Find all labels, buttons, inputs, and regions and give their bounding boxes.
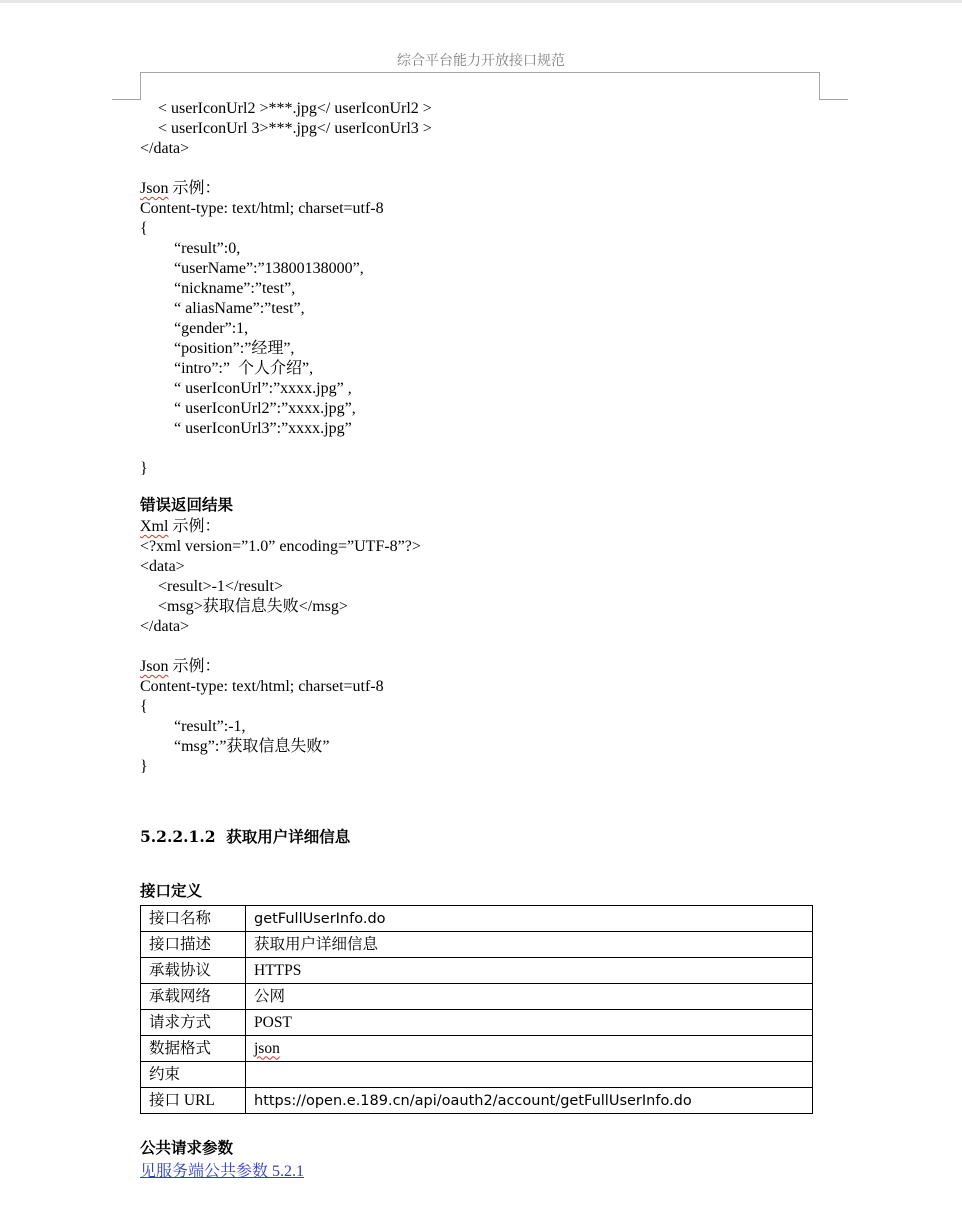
table-key: 承载网络 — [141, 984, 246, 1010]
table-value-text: json — [254, 1039, 280, 1057]
json-close-brace: } — [140, 460, 148, 477]
table-value: 公网 — [246, 984, 813, 1010]
table-row — [141, 1088, 813, 1114]
table-value: getFullUserInfo.do — [246, 906, 813, 932]
json-line: “ aliasName”:”test”, — [174, 300, 305, 317]
error-result-heading: 错误返回结果 — [140, 495, 234, 514]
json-error-result: “result”:-1, — [174, 718, 246, 735]
interface-definition-heading: 接口定义 — [140, 881, 203, 900]
json-error-close: } — [140, 758, 148, 775]
xml-word: Xml — [140, 518, 169, 535]
json-word: Json — [140, 180, 169, 197]
xml-line-usericonurl2: < userIconUrl2 >***.jpg</ userIconUrl2 > — [158, 100, 432, 117]
xml-example-label — [140, 517, 840, 537]
json-content-type: Content-type: text/html; charset=utf-8 — [140, 200, 384, 217]
xml-close-data-error: </data> — [140, 618, 190, 635]
common-params-heading: 公共请求参数 — [140, 1138, 234, 1157]
json-word-error: Json — [140, 658, 169, 675]
table-row — [141, 1062, 813, 1088]
json-label-rest: 示例： — [168, 180, 221, 197]
json-line: “gender”:1, — [174, 320, 249, 337]
xml-result: <result>-1</result> — [158, 578, 283, 595]
table-row — [141, 1036, 813, 1062]
common-params-link[interactable]: 见服务端公共参数 5.2.1 — [140, 1163, 305, 1180]
json-error-label-rest: 示例： — [168, 658, 221, 675]
table-value — [246, 1036, 813, 1062]
table-key: 约束 — [141, 1062, 246, 1088]
top-border — [0, 0, 962, 3]
table-key: 承载协议 — [141, 958, 246, 984]
document-body — [140, 99, 840, 1184]
table-value: POST — [246, 1010, 813, 1036]
json-error-label — [140, 657, 840, 677]
xml-label-rest: 示例： — [168, 518, 221, 535]
table-row — [141, 932, 813, 958]
table-value-url: https://open.e.189.cn/api/oauth2/account/getFullUserInfo.do — [246, 1088, 813, 1114]
header-corner-left — [140, 72, 141, 100]
xml-line-usericonurl3: < userIconUrl 3>***.jpg</ userIconUrl3 > — [158, 120, 432, 137]
table-value: 获取用户详细信息 — [246, 932, 813, 958]
json-line: “ userIconUrl”:”xxxx.jpg” , — [174, 380, 352, 397]
json-line: “userName”:”13800138000”, — [174, 260, 364, 277]
json-example-label — [140, 179, 840, 199]
table-key: 请求方式 — [141, 1010, 246, 1036]
table-row — [141, 906, 813, 932]
page-header-title: 综合平台能力开放接口规范 — [397, 53, 565, 69]
json-error-open: { — [140, 698, 148, 715]
table-row — [141, 958, 813, 984]
table-key: 数据格式 — [141, 1036, 246, 1062]
header-corner-right — [819, 72, 820, 100]
json-line: “ userIconUrl3”:”xxxx.jpg” — [174, 420, 352, 437]
json-line: “nickname”:”test”, — [174, 280, 296, 297]
xml-declaration: <?xml version=”1.0” encoding=”UTF-8”?> — [140, 538, 421, 555]
json-line: “ userIconUrl2”:”xxxx.jpg”, — [174, 400, 356, 417]
xml-msg: <msg>获取信息失败</msg> — [158, 598, 348, 615]
json-error-content-type: Content-type: text/html; charset=utf-8 — [140, 678, 384, 695]
table-key: 接口名称 — [141, 906, 246, 932]
json-line: “result”:0, — [174, 240, 241, 257]
xml-open-data: <data> — [140, 558, 185, 575]
table-row — [141, 984, 813, 1010]
json-open-brace: { — [140, 220, 148, 237]
table-value: HTTPS — [246, 958, 813, 984]
table-key: 接口 URL — [141, 1088, 246, 1114]
xml-close-data: </data> — [140, 140, 190, 157]
json-error-msg: “msg”:”获取信息失败” — [174, 738, 330, 755]
interface-definition-table — [140, 905, 813, 1114]
margin-mark-left — [112, 99, 141, 100]
table-row — [141, 1010, 813, 1036]
table-key: 接口描述 — [141, 932, 246, 958]
header-rule — [140, 72, 820, 73]
section-heading: 5.2.2.1.2 获取用户详细信息 — [140, 827, 351, 846]
json-line: “intro”:” 个人介绍”, — [174, 360, 314, 377]
json-line: “position”:”经理”, — [174, 340, 295, 357]
table-value — [246, 1062, 813, 1088]
